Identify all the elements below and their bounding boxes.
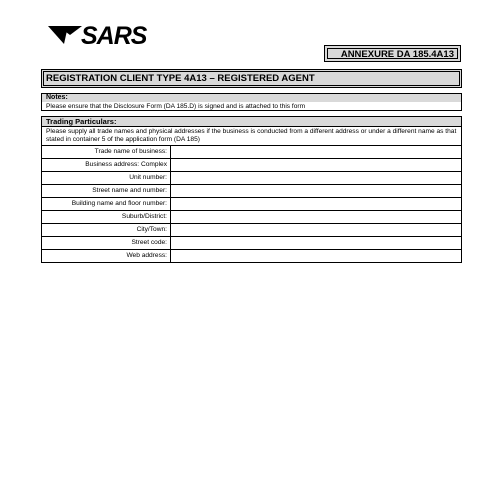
unit-number-field[interactable] xyxy=(171,172,461,184)
notes-section xyxy=(41,93,462,111)
field-row-trade-name xyxy=(42,146,461,159)
field-label: City/Town: xyxy=(42,224,171,236)
field-label: Street name and number: xyxy=(42,185,171,197)
street-code-field[interactable] xyxy=(171,237,461,249)
sars-logo xyxy=(48,22,152,48)
street-field[interactable] xyxy=(171,185,461,197)
notes-heading: Notes: xyxy=(42,94,461,102)
field-label: Web address: xyxy=(42,250,171,262)
trading-heading: Trading Particulars: xyxy=(42,117,461,127)
field-label: Suburb/District: xyxy=(42,211,171,223)
field-row-suburb xyxy=(42,211,461,224)
field-row-city xyxy=(42,224,461,237)
field-row-complex xyxy=(42,159,461,172)
field-row-web-address xyxy=(42,250,461,262)
field-row-street-code xyxy=(42,237,461,250)
field-label: Building name and floor number: xyxy=(42,198,171,210)
sars-logo-mark xyxy=(48,22,152,48)
form-title: REGISTRATION CLIENT TYPE 4A13 – REGISTERED AGENT xyxy=(41,69,462,88)
web-address-field[interactable] xyxy=(171,250,461,262)
field-label: Street code: xyxy=(42,237,171,249)
field-label: Business address: Complex xyxy=(42,159,171,171)
building-field[interactable] xyxy=(171,198,461,210)
notes-text: Please ensure that the Disclosure Form (DA 185.D) is signed and is attached to this form xyxy=(46,103,306,110)
field-row-building xyxy=(42,198,461,211)
complex-field[interactable] xyxy=(171,159,461,171)
field-label: Unit number: xyxy=(42,172,171,184)
trading-particulars-section xyxy=(41,116,462,263)
trade-name-field[interactable] xyxy=(171,146,461,158)
city-field[interactable] xyxy=(171,224,461,236)
trading-instruction: Please supply all trade names and physical addresses if the business is conducted from a different address or under a different name as that stated in container 5 of the application form (DA 185) xyxy=(42,127,461,146)
logo-text: SARS xyxy=(81,22,147,48)
field-row-street xyxy=(42,185,461,198)
field-label: Trade name of business: xyxy=(42,146,171,158)
annexure-label: ANNEXURE DA 185.4A13 xyxy=(324,45,461,62)
field-row-unit-number xyxy=(42,172,461,185)
suburb-field[interactable] xyxy=(171,211,461,223)
